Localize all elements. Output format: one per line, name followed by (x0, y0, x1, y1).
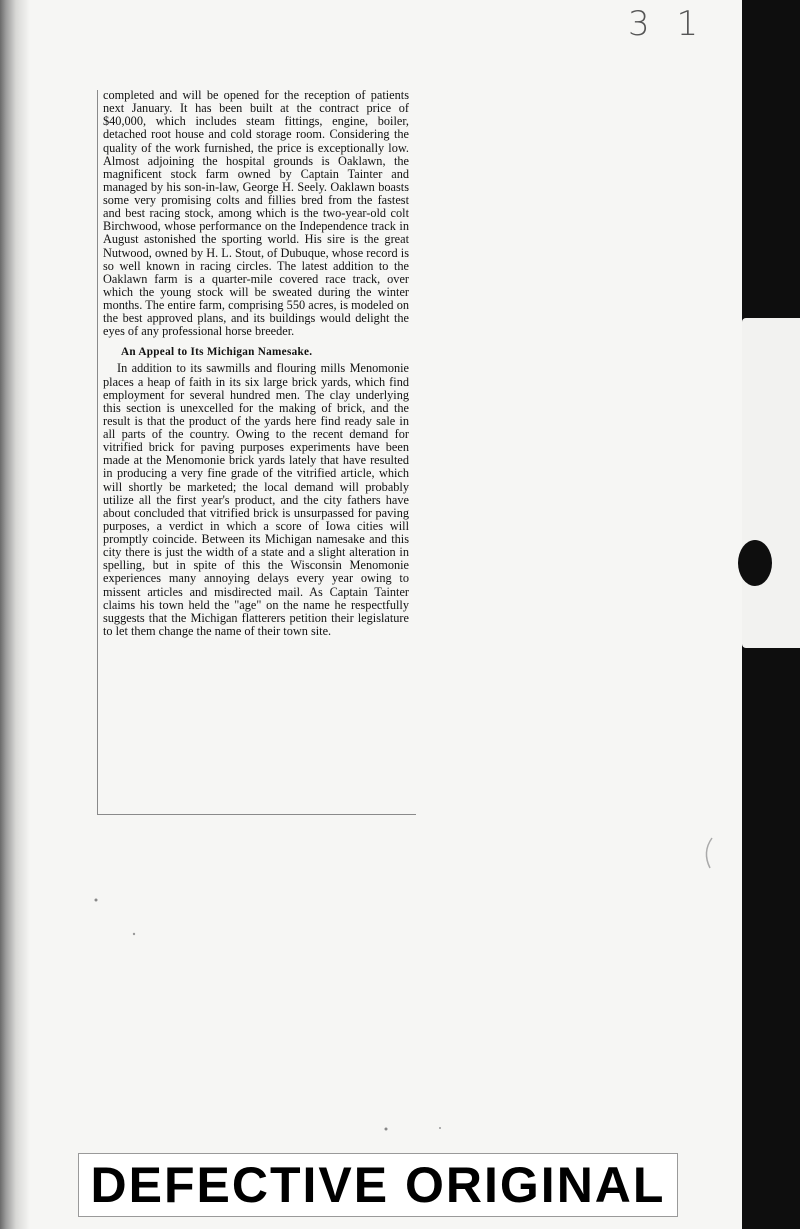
defective-original-stamp (78, 1153, 678, 1217)
clipping-paragraph-1: completed and will be opened for the reception of patients next January. It has been built at the contract price of $40,000, which includes steam fittings, engine, boiler, detached root house and cold storage room. Considering the quality of the work furnished, the price is exceptionally low. Almost adjoining the hospital grounds is Oaklawn, the magnificent stock farm owned by Captain Tainter and managed by his son-in-law, George H. Seely. Oaklawn boasts some very promising colts and fillies bred from the fastest and best racing stock, among which is the two-year-old colt Birchwood, whose performance on the Independence track in August astonished the sporting world. His sire is the great Nutwood, owned by H. L. Stout, of Dubuque, whose record is so well known in racing circles. The latest addition to the Oaklawn farm is a quarter-mile covered race track, over which the young stock will be sweated during the winter months. The entire farm, comprising 550 acres, is modeled on the best approved plans, and its buildings would delight the eyes of any professional horse breeder. (103, 88, 409, 339)
defective-original-label: DEFECTIVE ORIGINAL (90, 1157, 666, 1213)
page-number: 3 1 (628, 4, 707, 44)
clipping-paragraph-2: In addition to its sawmills and flouring mills Menomonie places a heap of faith in its six large brick yards, which find employment for several hundred men. The clay underlying this section is unexcelled for the making of brick, and the result is that the product of the yards here find ready sale in all parts of the country. Owing to the recent demand for vitrified brick for paving purposes experiments have been made at the Menomonie brick yards lately that have resulted in producing a very fine grade of the vitrified article, which will shortly be marketed; the local demand will probably utilize all the first year's product, and the city fathers have about concluded that vitrified brick is unsurpassed for paving purposes, a verdict in which a score of Iowa cities will promptly coincide. Between its Michigan namesake and this city there is just the width of a state and a slight alteration in spelling, but in spite of this the Wisconsin Menomonie experiences many annoying delays every year owing to missent articles and misdirected mail. As Captain Tainter claims his town held the "age" on the name he respectfully suggests that the Michigan flatterers petition their legislature to let them change the name of their town site. (103, 361, 409, 638)
clipping-subheading: An Appeal to Its Michigan Namesake. (121, 346, 313, 359)
